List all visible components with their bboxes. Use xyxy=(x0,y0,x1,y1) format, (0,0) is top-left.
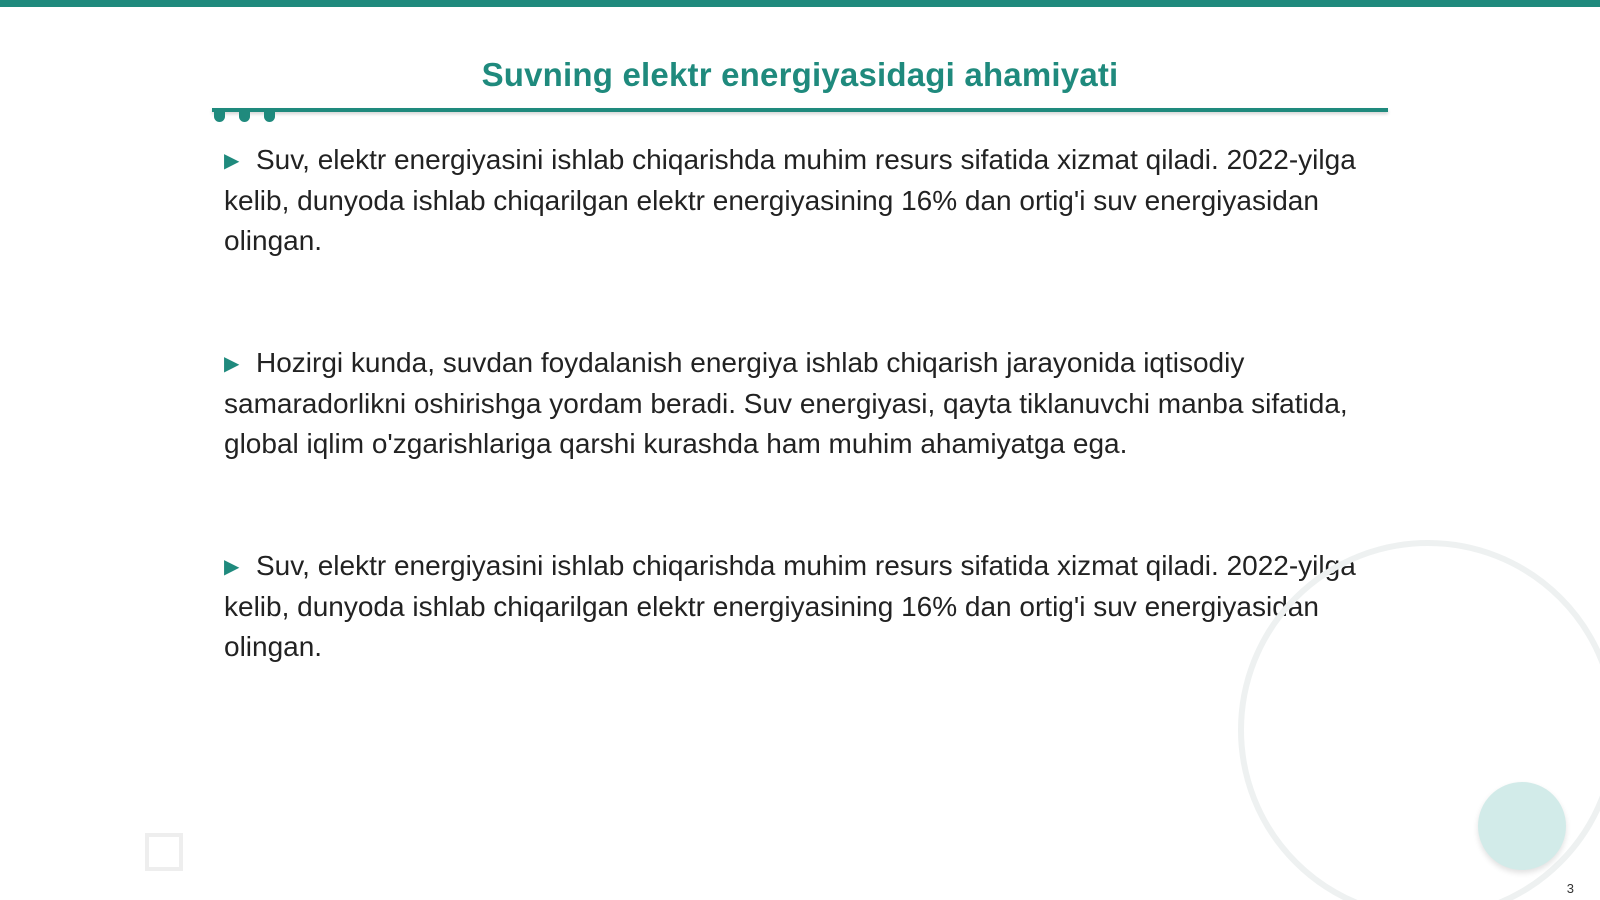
bullet-item xyxy=(224,140,1384,261)
decor-square xyxy=(145,833,183,871)
bullet-item xyxy=(224,546,1384,667)
decor-dot-icon xyxy=(214,112,225,122)
bullet-text: Suv, elektr energiyasini ishlab chiqarishda muhim resurs sifatida xizmat qiladi. 2022-yilga kelib, dunyoda ishlab chiqarilgan elektr energiyasining 16% dan ortig'i suv energiyasidan olingan. xyxy=(224,550,1356,662)
triangle-bullet-icon: ▶ xyxy=(224,556,240,578)
bullet-list xyxy=(224,140,1384,749)
title-underline xyxy=(212,108,1388,112)
decor-dot-icon xyxy=(264,112,275,122)
bullet-text: Suv, elektr energiyasini ishlab chiqarishda muhim resurs sifatida xizmat qiladi. 2022-yilga kelib, dunyoda ishlab chiqarilgan elektr energiyasining 16% dan ortig'i suv energiyasidan olingan. xyxy=(224,144,1356,256)
page-number: 3 xyxy=(1566,881,1574,896)
bullet-item xyxy=(224,343,1384,464)
triangle-bullet-icon: ▶ xyxy=(224,150,240,172)
slide-title: Suvning elektr energiyasidagi ahamiyati xyxy=(481,56,1119,93)
decor-circle xyxy=(1478,782,1566,870)
top-accent-bar xyxy=(0,0,1600,7)
bullet-text: Hozirgi kunda, suvdan foydalanish energiya ishlab chiqarish jarayonida iqtisodiy samaradorlikni oshirishga yordam beradi. Suv energiyasi, qayta tiklanuvchi manba sifatida, global iqlim o'zgarishlariga qarshi kurashda ham muhim ahamiyatga ega. xyxy=(224,347,1348,459)
decor-dot-icon xyxy=(239,112,250,122)
triangle-bullet-icon: ▶ xyxy=(224,353,240,375)
